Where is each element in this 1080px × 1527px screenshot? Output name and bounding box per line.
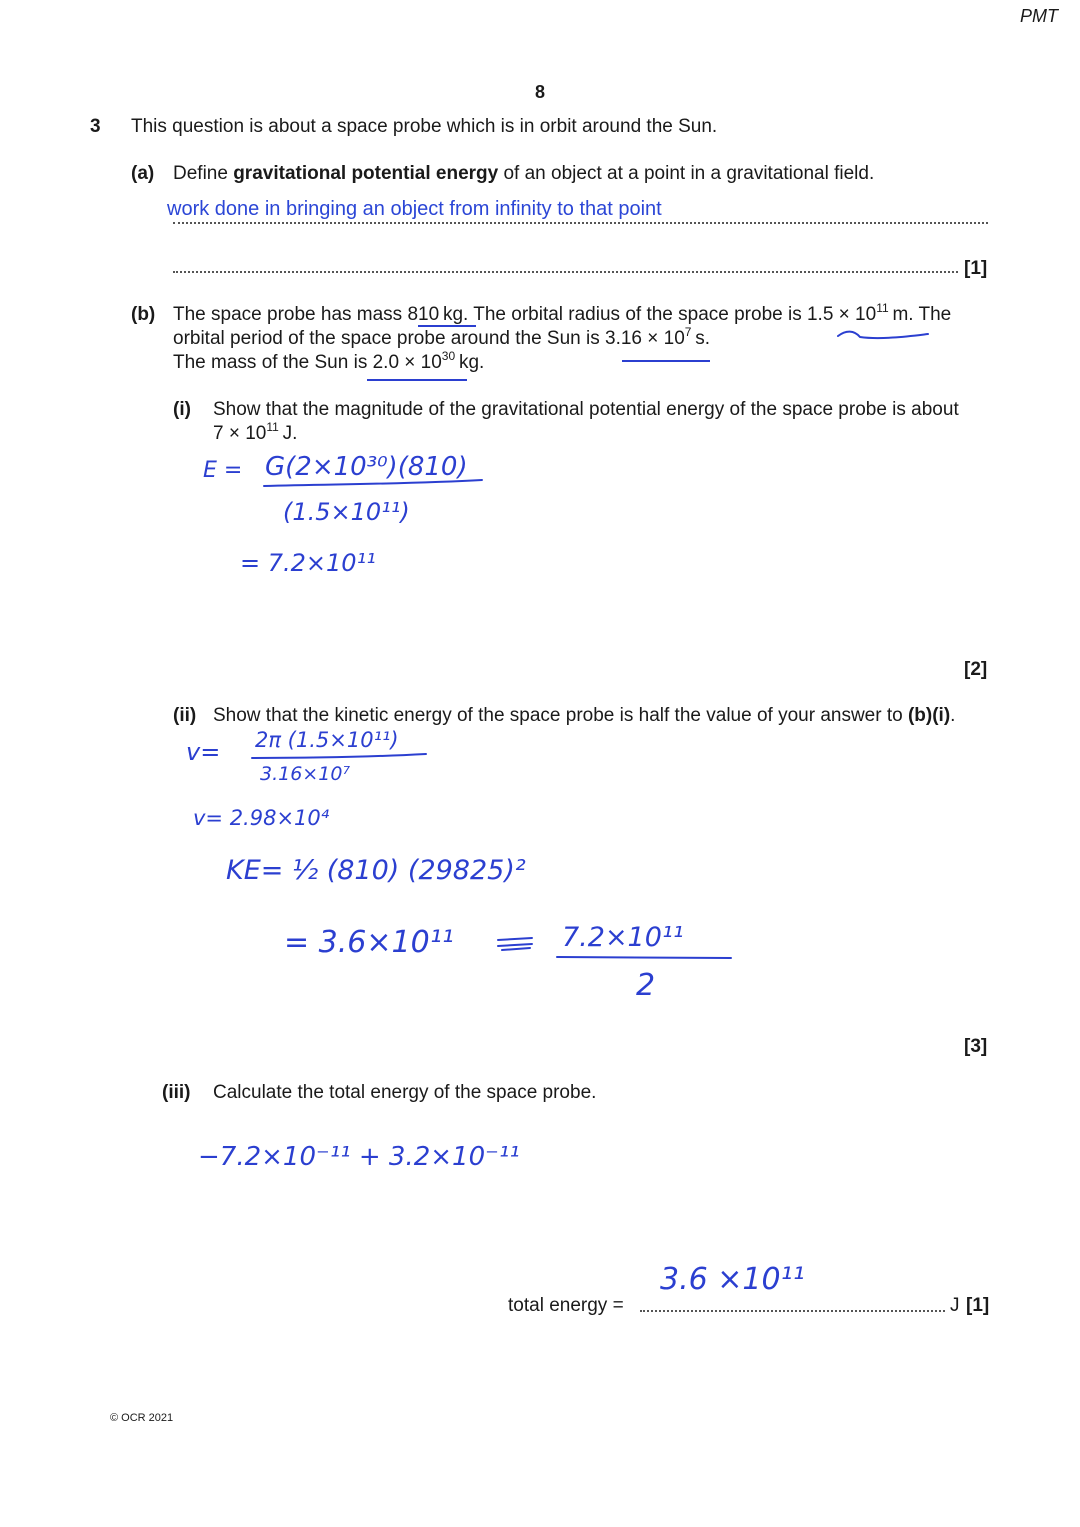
part-b-i-text-2-post: J.: [278, 423, 298, 444]
brand-label: PMT: [1020, 6, 1058, 26]
work-b-i-lhs: E =: [203, 458, 243, 483]
part-b-line-2-pre: orbital period of the space probe around the Sun is 3.16 × 10: [173, 328, 685, 349]
part-b-iii-text: Calculate the total energy of the space probe.: [213, 1082, 597, 1103]
part-b-i-label: (i): [173, 399, 191, 420]
work-b-ii-v-numerator: 2π (1.5×10¹¹): [255, 728, 399, 752]
part-a-text-bold: gravitational potential energy: [233, 163, 499, 184]
part-b-line-3-post: kg.: [455, 352, 485, 373]
part-b-ii-text-bold: (b)(i): [907, 705, 951, 726]
total-energy-value[interactable]: 3.6 ×10¹¹: [660, 1262, 805, 1297]
work-b-ii-ke-compare-num: 7.2×10¹¹: [562, 922, 684, 953]
work-b-i-numerator: G(2×10³⁰)(810): [265, 452, 468, 482]
part-a-question: [173, 163, 874, 185]
part-b-ii-text-post: .: [950, 705, 956, 726]
work-b-ii-v-lhs: v=: [186, 738, 221, 766]
part-b-line-2: [173, 325, 711, 350]
part-b-line-3-sup: 30: [441, 349, 456, 363]
part-b-line-1-post: m. The: [888, 304, 952, 325]
question-number: 3: [90, 116, 101, 137]
work-b-ii-ke-result: = 3.6×10¹¹: [284, 925, 454, 960]
part-b-ii-question: [213, 705, 955, 727]
part-b-i-text-2-sup: 11: [266, 420, 279, 434]
part-b-line-3-pre: The mass of the Sun is 2.0 × 10: [173, 352, 442, 373]
handwritten-underline: [622, 360, 710, 362]
part-b-i-marks: [2]: [964, 659, 988, 680]
handwritten-underline: [367, 379, 467, 381]
fraction-line: [262, 478, 492, 492]
work-b-ii-ke-compare-den: 2: [636, 968, 656, 1003]
part-b-iii-label: (iii): [162, 1082, 191, 1103]
total-energy-unit: J: [950, 1295, 960, 1316]
part-b-line-1-pre: The space probe has mass 810 kg. The orbital radius of the space probe is 1.5 × 10: [173, 304, 877, 325]
copyright: © OCR 2021: [110, 1412, 174, 1424]
part-a-label: (a): [131, 163, 155, 184]
part-b-ii-label: (ii): [173, 705, 197, 726]
question-intro: This question is about a space probe which is in orbit around the Sun.: [131, 116, 718, 137]
part-a-marks: [1]: [964, 258, 988, 279]
answer-line: [173, 222, 988, 224]
part-b-i-text-1: Show that the magnitude of the gravitational potential energy of the space probe is about: [213, 399, 959, 420]
part-b-ii-marks: [3]: [964, 1036, 988, 1057]
part-b-iii-marks: [1]: [966, 1295, 990, 1316]
handwritten-underline: [418, 325, 476, 327]
work-b-ii-v-denominator: 3.16×10⁷: [260, 763, 351, 785]
answer-line: [173, 271, 958, 273]
part-b-line-1: [173, 301, 952, 326]
work-b-ii-ke-line: KE= ½ (810) (29825)²: [226, 855, 526, 886]
approx-equals-mark: [494, 932, 538, 956]
work-b-i-result: = 7.2×10¹¹: [240, 549, 376, 577]
part-b-line-1-sup: 11: [876, 301, 889, 315]
part-a-text-post: of an object at a point in a gravitational field.: [498, 163, 875, 184]
part-b-label: (b): [131, 304, 156, 325]
part-b-i-text-2-pre: 7 × 10: [213, 423, 267, 444]
total-energy-label: total energy =: [508, 1295, 624, 1316]
part-a-answer[interactable]: work done in bringing an object from infinity to that point: [167, 198, 662, 220]
part-b-line-2-post: s.: [691, 328, 711, 349]
work-b-iii: −7.2×10⁻¹¹ + 3.2×10⁻¹¹: [198, 1142, 520, 1172]
part-b-line-2-sup: 7: [684, 325, 692, 339]
part-a-text-pre: Define: [173, 163, 234, 184]
work-b-i-denominator: (1.5×10¹¹): [283, 498, 410, 526]
part-b-line-3: [173, 349, 485, 374]
page-number: 8: [535, 82, 546, 102]
work-b-ii-v-result: v= 2.98×10⁴: [193, 806, 330, 830]
answer-line: [640, 1310, 945, 1312]
handwritten-underline: [836, 328, 936, 348]
part-b-ii-text-pre: Show that the kinetic energy of the space probe is half the value of your answer to: [213, 705, 908, 726]
part-b-i-text-2: [213, 420, 298, 445]
fraction-line: [555, 953, 735, 963]
